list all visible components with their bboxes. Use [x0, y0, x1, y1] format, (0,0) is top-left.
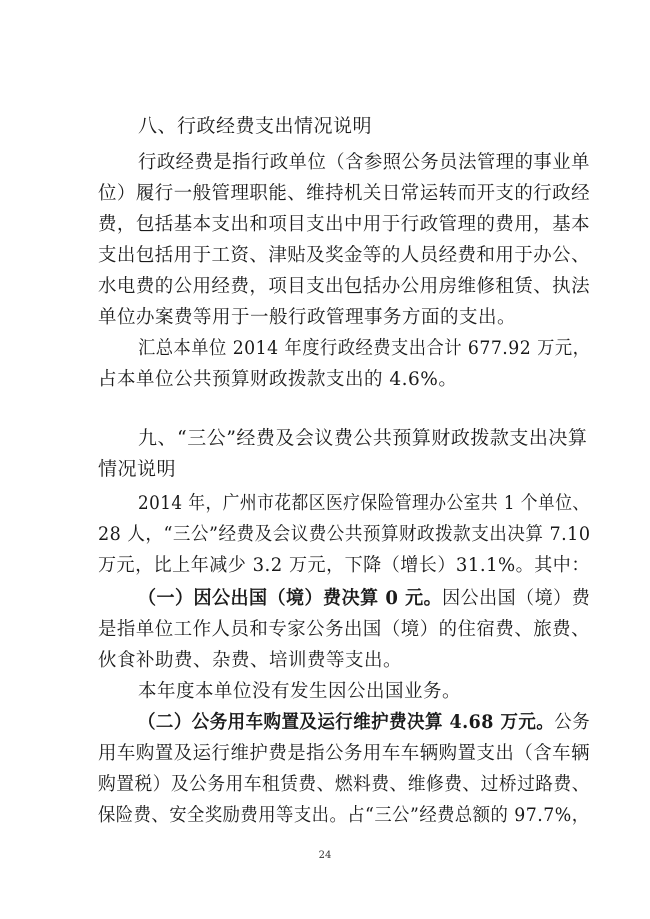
subsection-1-first-line [138, 587, 590, 611]
subsection-2-line: 保险费、安全奖励费用等支出。占“三公”经费总额的 97.7%， [98, 805, 590, 826]
section-8-para1-line: 支出包括用于工资、津贴及奖金等的人员经费和用于办公、 [98, 245, 591, 266]
section-8-para1-line: 水电费的公用经费，项目支出包括办公用房维修租赁、执法 [98, 276, 591, 297]
subsection-2-line: 购置税）及公务用车租赁费、燃料费、维修费、过桥过路费、 [98, 774, 590, 795]
section-9-heading: 九、“三公”经费及会议费公共预算财政拨款支出决算 [138, 427, 588, 449]
section-9-heading: 情况说明 [98, 458, 177, 480]
section-8-para1-line: 单位办案费等用于一般行政管理事务方面的支出。 [98, 307, 517, 328]
subsection-1-text: 因公出国（境）费 [442, 588, 591, 609]
section-8-para2-line: 汇总本单位 2014 年度行政经费支出合计 677.92 万元， [138, 338, 591, 359]
subsection-1-line: 伙食补助费、杂费、培训费等支出。 [98, 650, 403, 671]
subsection-1-line: 是指单位工作人员和专家公务出国（境）的住宿费、旅费、 [98, 619, 591, 640]
section-8-para1-line: 费，包括基本支出和项目支出中用于行政管理的费用，基本 [98, 214, 591, 235]
subsection-2-line: 用车购置及运行维护费是指公务用车车辆购置支出（含车辆 [98, 743, 591, 764]
section-9-para1-line: 28 人，“三公”经费及会议费公共预算财政拨款支出决算 7.10 [98, 524, 591, 545]
section-9-para1-line: 万元，比上年减少 3.2 万元，下降（增长）31.1%。其中： [98, 555, 590, 576]
section-8-para1-line: 行政经费是指行政单位（含参照公务员法管理的事业单 [138, 152, 590, 173]
section-8-para2-line: 占本单位公共预算财政拨款支出的 4.6%。 [98, 369, 458, 390]
page-number: 24 [318, 850, 332, 861]
section-9-para1-line: 2014 年，广州市花都区医疗保险管理办公室共 1 个单位、 [138, 493, 590, 514]
subsection-2-title: （二）公务用车购置及运行维护费决算 4.68 万元。 [138, 712, 555, 733]
subsection-1-note: 本年度本单位没有发生因公出国业务。 [138, 681, 462, 702]
subsection-1-title: （一）因公出国（境）费决算 0 元。 [138, 588, 443, 609]
subsection-2-text: 公务 [554, 712, 591, 733]
subsection-2-first-line [138, 711, 590, 735]
section-8-heading: 八、行政经费支出情况说明 [138, 115, 373, 137]
section-8-para1-line: 位）履行一般管理职能、维持机关日常运转而开支的行政经 [98, 183, 591, 204]
